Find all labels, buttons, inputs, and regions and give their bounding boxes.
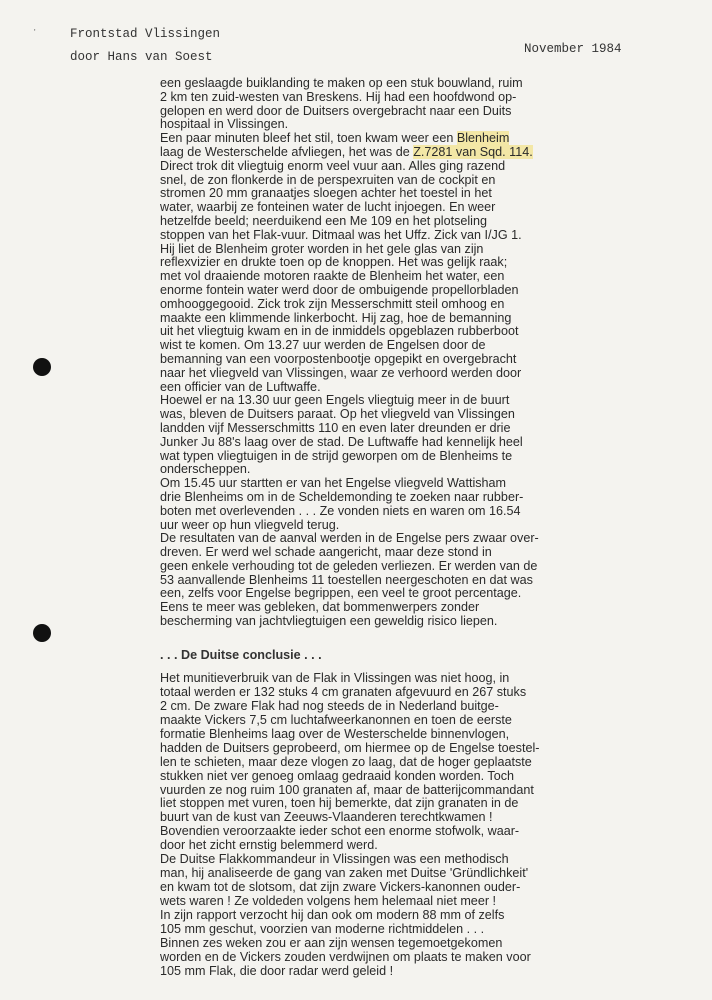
text-line: 2 km ten zuid-westen van Breskens. Hij had een hoofdwond op-	[160, 89, 517, 104]
text-line: maakte Vickers 7,5 cm luchtafweerkanonnen en toen de eerste	[160, 712, 512, 727]
text-line: Hoewel er na 13.30 uur geen Engels vliegtuig meer in de buurt	[160, 393, 510, 408]
text-line: man, hij analiseerde de gang van zaken met Duitse 'Gründlichkeit'	[160, 866, 529, 881]
text-line: Eens te meer was gebleken, dat bommenwerpers zonder	[160, 600, 480, 615]
text-line: formatie Blenheims laag over de Westerschelde binnenvlogen,	[160, 726, 510, 741]
text-line: met vol draaiende motoren raakte de Blenheim het water, een	[160, 269, 505, 284]
text-line: hetzelfde beeld; neerduikend een Me 109 en het plotseling	[160, 213, 487, 228]
text-line: De Duitse Flakkommandeur in Vlissingen was een methodisch	[160, 852, 509, 867]
text-line: uur weer op hun vliegveld terug.	[160, 517, 340, 532]
text-line: len te schieten, maar deze vlogen zo laag, dat de hoger geplaatste	[160, 754, 532, 769]
text-line: Junker Ju 88's laag over de stad. De Luftwaffe had kennelijk heel	[160, 434, 523, 449]
text-line: maakte een klimmende linkerbocht. Hij zag, hoe de bemanning	[160, 310, 512, 325]
text-line: totaal werden er 132 stuks 4 cm granaten afgevuurd en 267 stuks	[160, 684, 527, 699]
punch-hole	[33, 624, 51, 642]
text-line: Direct trok dit vliegtuig enorm veel vuur aan. Alles ging razend	[160, 158, 506, 173]
text-line: hadden de Duitsers geprobeerd, om hiermee op de Engelse toestel-	[160, 740, 540, 755]
text-line: naar het vliegveld van Vlissingen, waar ze verhoord werden door	[160, 365, 522, 380]
text-line: 53 aanvallende Blenheims 11 toestellen neergeschoten en dat was	[160, 572, 533, 587]
text-line: In zijn rapport verzocht hij dan ook om modern 88 mm of zelfs	[160, 907, 505, 922]
text-line: Bovendien veroorzaakte ieder schot een enorme stofwolk, waar-	[160, 824, 520, 839]
text-line: boten met overlevenden . . . Ze vonden niets en waren om 16.54	[160, 503, 521, 518]
highlighted-text: Blenheim	[456, 131, 510, 146]
document-date: November 1984	[524, 42, 622, 56]
document-title: Frontstad Vlissingen	[70, 27, 221, 41]
text-line: hospitaal in Vlissingen.	[160, 117, 289, 132]
text-line: omhooggegooid. Zick trok zijn Messerschmitt steil omhoog en	[160, 296, 505, 311]
text-line: uit het vliegtuig kwam en in de inmiddels opgeblazen rubberboot	[160, 324, 519, 339]
text-line: drie Blenheims om in de Scheldemonding te zoeken naar rubber-	[160, 489, 524, 504]
text-line: 105 mm geschut, voorzien van moderne richtmiddelen . . .	[160, 921, 485, 936]
highlighted-text: Z.7281 van Sqd. 114.	[413, 144, 533, 159]
text-line: stukken niet ver genoeg omlaag gedraaid konden worden. Toch	[160, 768, 515, 783]
text-line: stoppen van het Flak-vuur. Ditmaal was het Uffz. Zick van I/JG 1.	[160, 227, 522, 242]
text-line: bescherming van jachtvliegtuigen een geweldig risico liepen.	[160, 614, 498, 629]
stray-mark: '	[34, 28, 36, 37]
text-line: 105 mm Flak, die door radar werd geleid !	[160, 963, 394, 978]
text-line: 2 cm. De zware Flak had nog steeds de in Nederland buitge-	[160, 698, 499, 713]
text-line: was, bleven de Duitsers paraat. Op het vliegveld van Vlissingen	[160, 407, 515, 422]
text-line: Hij liet de Blenheim groter worden in het gele glas van zijn	[160, 241, 484, 256]
text-line: onderscheppen.	[160, 462, 251, 477]
text-line: geen enkele verhouding tot de geleden verliezen. Er werden van de	[160, 558, 538, 573]
text-line: snel, de zon flonkerde in de perspexruiten van de cockpit en	[160, 172, 496, 187]
text-line: vuurden ze nog ruim 100 granaten af, maar de batterijcommandant	[160, 782, 534, 797]
text-line: Om 15.45 uur startten er van het Engelse vliegveld Wattisham	[160, 476, 507, 491]
document-author: door Hans van Soest	[70, 50, 213, 64]
text-line: landden vijf Messerschmitts 110 en even later dreunden er drie	[160, 420, 511, 435]
text-line: liet stoppen met vuren, toen hij bemerkte, dat zijn granaten in de	[160, 796, 519, 811]
text-line: bemanning van een voorpostenbootje opgepikt en overgebracht	[160, 351, 517, 366]
section-heading: . . . De Duitse conclusie . . .	[160, 648, 322, 662]
text-line: een geslaagde buiklanding te maken op een stuk bouwland, ruim	[160, 76, 523, 90]
text-line: een officier van de Luftwaffe.	[160, 379, 321, 394]
text-line: water, waarbij ze fonteinen water de lucht injoegen. En weer	[160, 200, 496, 215]
text-line: dreven. Er werd wel schade aangericht, maar deze stond in	[160, 545, 492, 560]
text-line: wat typen vliegtuigen in de strijd geworpen om de Blenheims te	[160, 448, 513, 463]
text-line: wets waren ! Ze voldeden volgens hem helemaal niet meer !	[160, 894, 497, 908]
text-line: Het munitieverbruik van de Flak in Vlissingen was niet hoog, in	[160, 671, 510, 685]
text-line: en kwam tot de slotsom, dat zijn zware Vickers-kanonnen ouder-	[160, 880, 521, 895]
text-line: buurt van de kust van Zeeuws-Vlaanderen terechtkwamen !	[160, 810, 493, 825]
text-line: Binnen zes weken zou er aan zijn wensen tegemoetgekomen	[160, 935, 503, 950]
punch-hole	[33, 358, 51, 376]
body-text-part-2	[160, 672, 560, 979]
text-line: De resultaten van de aanval werden in de Engelse pers zwaar over-	[160, 531, 539, 546]
text-line: gelopen en werd door de Duitsers overgebracht naar een Duits	[160, 103, 512, 118]
text-line: enorme fontein water werd door de ombuigende propellorbladen	[160, 282, 519, 297]
body-text-part-1	[160, 77, 560, 629]
text-line: Een paar minuten bleef het stil, toen kwam weer een Blenheim	[160, 131, 510, 146]
text-line: stromen 20 mm granaatjes sloegen achter het toestel in het	[160, 186, 492, 201]
text-line: laag de Westerschelde afvliegen, het was de Z.7281 van Sqd. 114.	[160, 144, 533, 159]
text-line: een, zelfs voor Engelse begrippen, een veel te groot percentage.	[160, 586, 522, 601]
text-line: worden en de Vickers zouden verdwijnen om plaats te maken voor	[160, 949, 531, 964]
text-line: door het zicht ernstig belemmerd werd.	[160, 838, 378, 853]
text-line: reflexvizier en drukte toen op de knoppen. Het was gelijk raak;	[160, 255, 508, 270]
text-line: wist te komen. Om 13.27 uur werden de Engelsen door de	[160, 338, 486, 353]
